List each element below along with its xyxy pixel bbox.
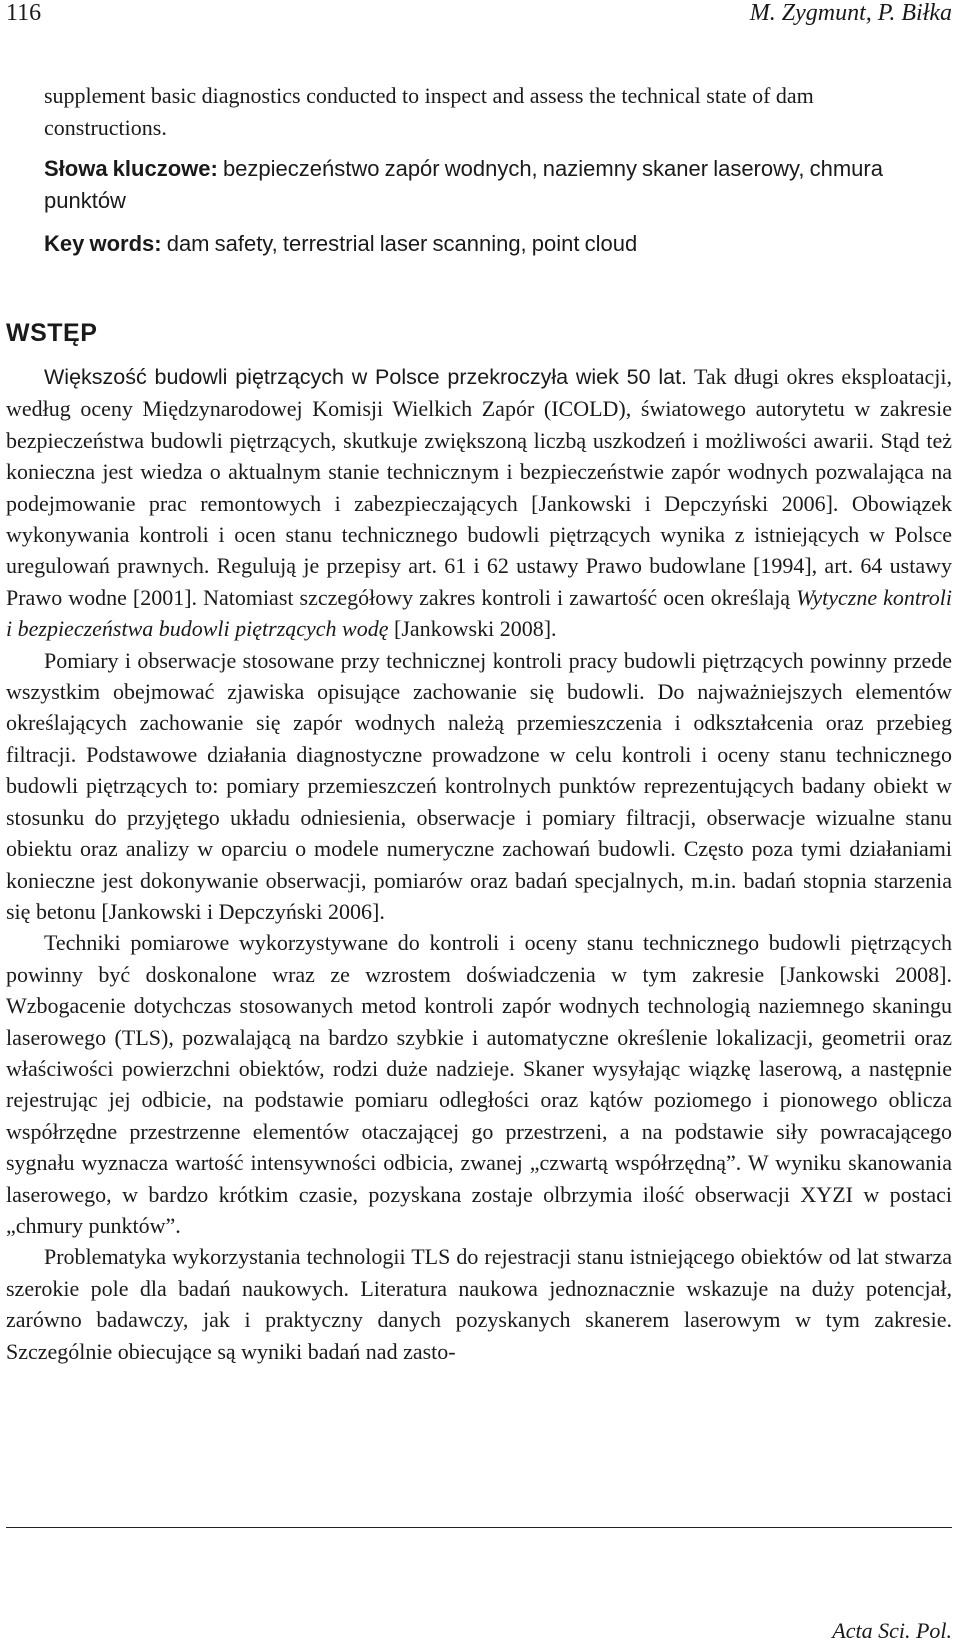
body-text (6, 361, 952, 1367)
paragraph-4: Problematyka wykorzystania technologii TLS do rejestracji stanu istniejącego obiektów od lat stwarza szerokie pole dla badań naukowych. Literatura naukowa jednoznacznie wskazuje na duży potencjał, zarówno badawczy, jak i praktyczny danych pozyskanych skanerem laserowym w tym zakresie. Szczególnie obiecujące są wyniki badań nad zasto- (6, 1244, 952, 1364)
footer-divider (6, 1527, 952, 1528)
keywords-polish-text: bezpieczeństwo zapór wodnych, naziemny skaner laserowy, chmura punktów (44, 156, 883, 213)
paragraph-2: Pomiary i obserwacje stosowane przy technicznej kontroli pracy budowli piętrzących powinny przede wszystkim obejmować zjawiska opisujące zachowanie się budowli. Do najważniejszych elementów określających zachowanie się zapór wodnych należą przemieszczenia i odkształcenia oraz przebieg filtracji. Podstawowe działania diagnostyczne prowadzone w celu kontroli i oceny stanu technicznego budowli piętrzących to: pomiary przemieszczeń kontrolnych punktów reprezentujących badany obiekt w stosunku do przyjętego układu odniesienia, obserwacje i pomiary filtracji, obserwacje wizualne stanu obiektu oraz analizy w oparciu o modele numeryczne zachowań budowli. Często poza tymi działaniami konieczne jest dokonywanie obserwacji, pomiarów oraz badań specjalnych, m.in. badań stopnia starzenia się betonu [Jankowski i Depczyński 2006]. (6, 647, 952, 924)
paragraph-3: Techniki pomiarowe wykorzystywane do kontroli i oceny stanu technicznego budowli piętrzących powinny być doskonalone wraz ze wzrostem doświadczenia w tym zakresie [Jankowski 2008]. Wzbogacenie dotychczas stosowanych metod kontroli zapór wodnych technologią naziemnego skaningu laserowego (TLS), pozwalającą na bardzo szybkie i automatyczne określenie lokalizacji, geometrii oraz właściwości powierzchni obiektów, rodzi duże nadzieje. Skaner wysyłając wiązkę laserową, a następnie rejestrując jej odbicie, na podstawie pomiaru odległości oraz kątów poziomego i pionowego oblicza współrzędne przestrzenne elementów otaczającej go przestrzeni, a na podstawie siły powracającego sygnału wyznacza wartość intensywności odbicia, zwanej „czwartą współrzędną”. W wyniku skanowania laserowego, w bardzo krótkim czasie, pozyskana zostaje olbrzymia ilość obserwacji XYZI w postaci „chmury punktów”. (6, 930, 952, 1238)
paragraph-1 (6, 361, 952, 645)
paragraph-1-text-a: Tak długi okres eksploatacji, według oceny Międzynarodowej Komisji Wielkich Zapór (ICOLD), światowego autorytetu w zakresie bezpieczeństwa budowli piętrzących, skutkuje zwiększoną liczbą uszkodzeń i możliwości awarii. Stąd też konieczna jest wiedza o aktualnym stanie technicznym i bezpieczeństwie zapór wodnych pozwalająca na podejmowanie prac remontowych i zabezpieczających [Jankowski i Depczyński 2006]. Obowiązek wykonywania kontroli i ocen stanu technicznego budowli piętrzących wynika z istniejących w Polsce uregulowań prawnych. Regulują je przepisy art. 61 i 62 ustawy Prawo budowlane [1994], art. 64 ustawy Prawo wodne [2001]. Natomiast szczegółowy zakres kontroli i zawartość ocen określają (6, 364, 953, 610)
running-header-authors: M. Zygmunt, P. Biłka (749, 0, 952, 26)
keywords-polish (44, 153, 920, 217)
keywords-english-text: dam safety, terrestrial laser scanning, point cloud (161, 231, 638, 256)
keywords-polish-label: Słowa kluczowe: (44, 156, 218, 181)
paragraph-1-text-b: [Jankowski 2008]. (388, 616, 557, 642)
keywords-english-label: Key words: (44, 231, 162, 256)
footer-journal: Acta Sci. Pol. (832, 1618, 952, 1643)
page-number: 116 (6, 0, 42, 26)
keywords-english (44, 228, 920, 260)
paragraph-1-italic-title: Wytyczne kontroli i bezpieczeństwa budowli piętrzących wodę (6, 584, 952, 642)
paragraph-1-lead: Większość budowli piętrzących w Polsce przekroczyła wiek 50 lat. (44, 365, 688, 389)
section-title: WSTĘP (6, 319, 98, 347)
abstract-tail: supplement basic diagnostics conducted to inspect and assess the technical state of dam constructions. (44, 83, 814, 140)
